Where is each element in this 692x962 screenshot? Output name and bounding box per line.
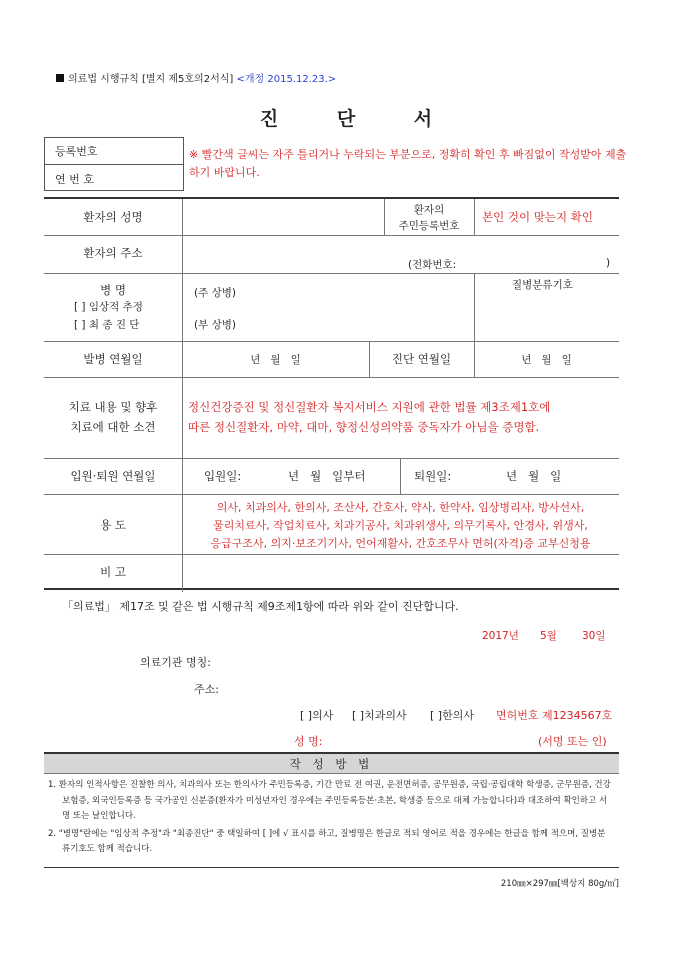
method-item-2: 2. "병명"란에는 "임상적 추정"과 "최종진단" 중 택일하여 [ ]에 √ 표시를 하고, 질병명은 한글로 적되 영어로 적을 경우에는 한글을 함께 적으며, 질병분류기호도 함께 적습니다. [48, 828, 606, 854]
serial-number-label: 연 번 호 [55, 173, 94, 186]
patient-address-label: 환자의 주소 [83, 246, 143, 260]
discharge-date: 년 월 일 [506, 469, 562, 483]
legal-statement: 「의료법」 제17조 및 같은 법 시행규칙 제9조제1항에 따라 위와 같이 진단합니다. [62, 600, 459, 613]
issue-day: 30일 [582, 630, 606, 642]
paper-spec: 210㎜×297㎜[백상지 80g/㎡] [500, 879, 619, 889]
admission-label: 입원·퇴원 연월일 [70, 469, 156, 483]
discharge-text: 퇴원일: [414, 469, 452, 483]
clinical-estimate-checkbox[interactable]: [ ] 임상적 추정 [74, 301, 143, 313]
onset-date-label: 발병 연월일 [83, 352, 143, 366]
address-label: 주소: [194, 683, 219, 696]
document-title: 진 단 서 [259, 108, 459, 130]
method-body [44, 776, 619, 868]
treatment-value-line1: 정신건강증진 및 정신질환자 복지서비스 지원에 관한 법률 제3조제1호에 [188, 400, 551, 414]
treatment-label-line2: 치료에 대한 소견 [70, 420, 156, 434]
registration-box [44, 137, 184, 191]
signature-name-label: 성 명: [294, 735, 323, 748]
usage-line2: 물리치료사, 작업치료사, 치과기공사, 치과위생사, 의무기록사, 안경사, 위생사, [213, 519, 588, 532]
method-item-1: 1. 환자의 인적사항은 진찰한 의사, 치과의사 또는 한의사가 주민등록증, 기간 만료 전 여권, 운전면허증, 공무원증, 국립·공립대학 학생증, 군무원증, 건강보험증, 외국인등록증 등 국가공인 신분증(환자가 미성년자인 경우에는 주민등록등본·초본, 학생증 등으로 대체 가능합니다)과 대조하여 확인하고 서명 또는 날인합니다. [48, 780, 611, 821]
remarks-label: 비 고 [100, 565, 126, 579]
revision-text: <개정 2015.12.23.> [236, 74, 337, 85]
treatment-label-line1: 치료 내용 및 향후 [68, 400, 158, 414]
patient-id-label-line2: 주민등록번호 [398, 220, 460, 232]
dentist-checkbox[interactable]: [ ]치과의사 [352, 709, 407, 722]
form-reference-text: 의료법 시행규칙 [별지 제5호의2서식] [68, 74, 234, 85]
usage-line3: 응급구조사, 의지·보조기기사, 언어재활사, 간호조무사 면허(자격)증 교부신청용 [210, 537, 591, 550]
square-bullet-icon [56, 74, 64, 82]
usage-label: 용 도 [100, 518, 126, 532]
disease-code-label: 질병분류기호 [512, 279, 573, 291]
phone-close: ) [606, 257, 611, 269]
diagnosis-date-label: 진단 연월일 [391, 352, 452, 366]
issue-year: 2017년 [482, 630, 519, 642]
sub-disease-label: (부 상병) [194, 319, 236, 331]
license-number: 면허번호 제1234567호 [496, 709, 613, 722]
patient-id-label-line1: 환자의 [413, 204, 445, 216]
usage-line1: 의사, 치과의사, 한의사, 조산사, 간호사, 약사, 한약사, 임상병리사, 방사선사, [216, 501, 585, 514]
issue-month: 5월 [540, 630, 557, 642]
doctor-checkbox[interactable]: [ ]의사 [300, 709, 334, 722]
oriental-doctor-checkbox[interactable]: [ ]한의사 [430, 709, 474, 722]
registration-number-label: 등록번호 [55, 145, 98, 158]
onset-date-value: 년 월 일 [250, 354, 301, 366]
institution-label: 의료기관 명칭: [140, 656, 211, 669]
patient-name-label: 환자의 성명 [83, 210, 143, 224]
diagnosis-date-value: 년 월 일 [521, 354, 572, 366]
final-diagnosis-checkbox[interactable]: [ ] 최 종 진 단 [74, 319, 140, 331]
diagnosis-table [44, 197, 619, 590]
admission-date: 년 월 일부터 [288, 469, 366, 483]
main-disease-label: (주 상병) [194, 287, 236, 299]
diagnosis-label: 병 명 [100, 283, 126, 297]
notice-text: ※ 빨간색 글씨는 자주 틀리거나 누락되는 부분으로, 정확히 확인 후 빠짐없이 작성받아 제출하기 바랍니다. [189, 148, 627, 179]
form-reference [56, 70, 336, 85]
method-title: 작 성 방 법 [44, 752, 619, 774]
signature-hint: (서명 또는 인) [538, 735, 607, 748]
phone-label: (전화번호: [408, 259, 457, 271]
treatment-value-line2: 따른 정신질환자, 마약, 대마, 향정신성의약품 중독자가 아님을 증명함. [188, 420, 540, 434]
admission-text: 입원일: [204, 469, 242, 483]
patient-id-value: 본인 것이 맞는지 확인 [482, 210, 593, 224]
